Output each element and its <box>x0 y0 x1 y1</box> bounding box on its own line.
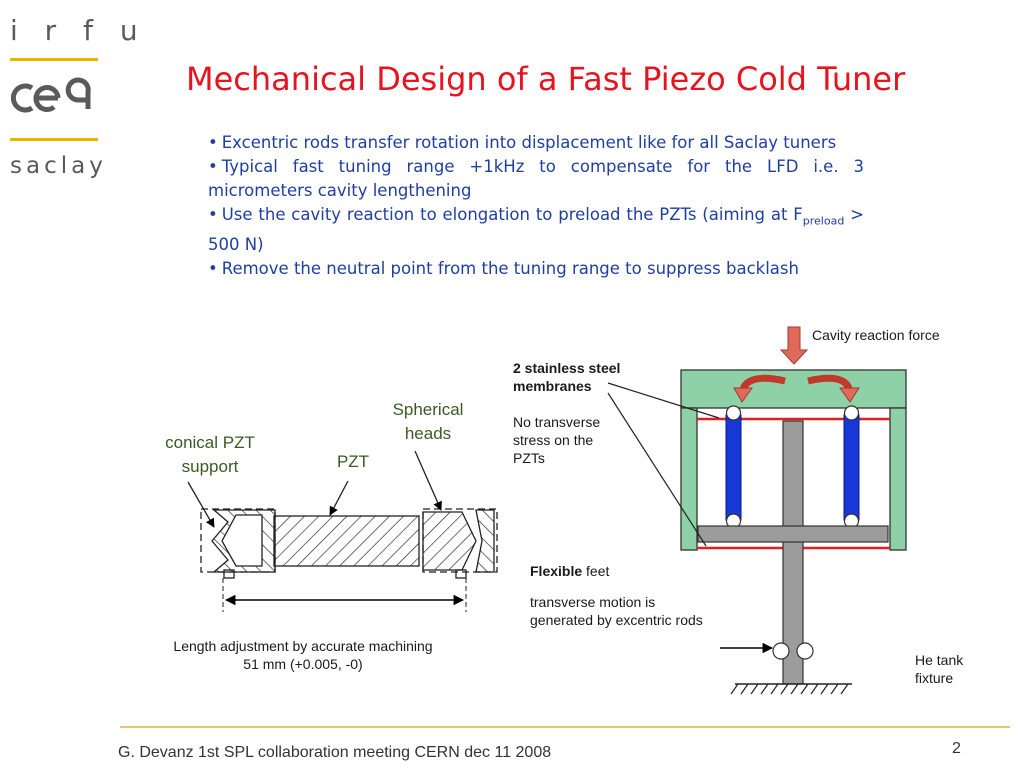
conical-support-right <box>476 510 494 572</box>
bullet-symbol: • <box>208 205 218 224</box>
irfu-logo-text: i r f u <box>10 14 147 47</box>
pzt-stack-left <box>726 415 741 520</box>
conical-pzt-label: conical PZT support <box>165 433 255 476</box>
frame-right-wall <box>890 408 906 550</box>
flexible-feet-label <box>530 562 609 580</box>
length-adjust-line-1: Length adjustment by accurate machining <box>173 638 433 654</box>
cavity-force-label: Cavity reaction force <box>812 327 940 343</box>
no-transverse-label: No transverse stress on the PZTs <box>513 414 601 466</box>
spherical-leader <box>415 451 441 510</box>
page-number: 2 <box>952 740 961 757</box>
footer-text: G. Devanz 1st SPL collaboration meeting CERN dec 11 2008 <box>118 744 552 761</box>
pzt-leader <box>330 481 348 515</box>
bullet-text: Excentric rods transfer rotation into displacement like for all Saclay tuners <box>221 133 837 152</box>
spherical-heads-label: Spherical heads <box>392 400 464 443</box>
bullet-text: Use the cavity reaction to elongation to preload the PZTs (aiming at F <box>221 205 803 224</box>
conical-leader <box>188 482 214 527</box>
bullet-symbol: • <box>208 157 218 176</box>
saclay-logo-text: saclay <box>10 153 107 179</box>
flexible-bold: Flexible <box>530 563 583 579</box>
membranes-label: 2 stainless steel membranes <box>513 360 621 394</box>
feet-text: feet <box>582 563 610 579</box>
footer-divider <box>120 726 1010 728</box>
preload-subscript: preload <box>802 214 845 228</box>
cross-plate <box>698 526 888 542</box>
bullet-text-tail: > 500 N) <box>208 205 864 255</box>
pzt-body <box>274 516 419 566</box>
pzt-stack-right <box>844 415 859 520</box>
pzt-label: PZT <box>336 452 370 471</box>
bullet-text: Remove the neutral point from the tuning range to suppress backlash <box>221 259 799 279</box>
bullet-symbol: • <box>208 259 218 279</box>
transverse-motion-label: transverse motion is generated by excentric rods <box>530 594 703 628</box>
bullet-text: Typical fast tuning range +1kHz to compensate for the LFD i.e. 3 micrometers cavity lengthening <box>208 157 864 200</box>
he-tank-label: He tank fixture <box>915 652 964 686</box>
slide-title: Mechanical Design of a Fast Piezo Cold Tuner <box>186 60 906 98</box>
length-adjust-label <box>140 637 466 673</box>
frame-top <box>681 370 906 408</box>
length-adjust-line-2: 51 mm (+0.005, -0) <box>243 656 363 672</box>
cavity-force-arrow <box>781 327 807 364</box>
spherical-head-right <box>423 512 476 570</box>
bullet-symbol: • <box>208 133 218 152</box>
